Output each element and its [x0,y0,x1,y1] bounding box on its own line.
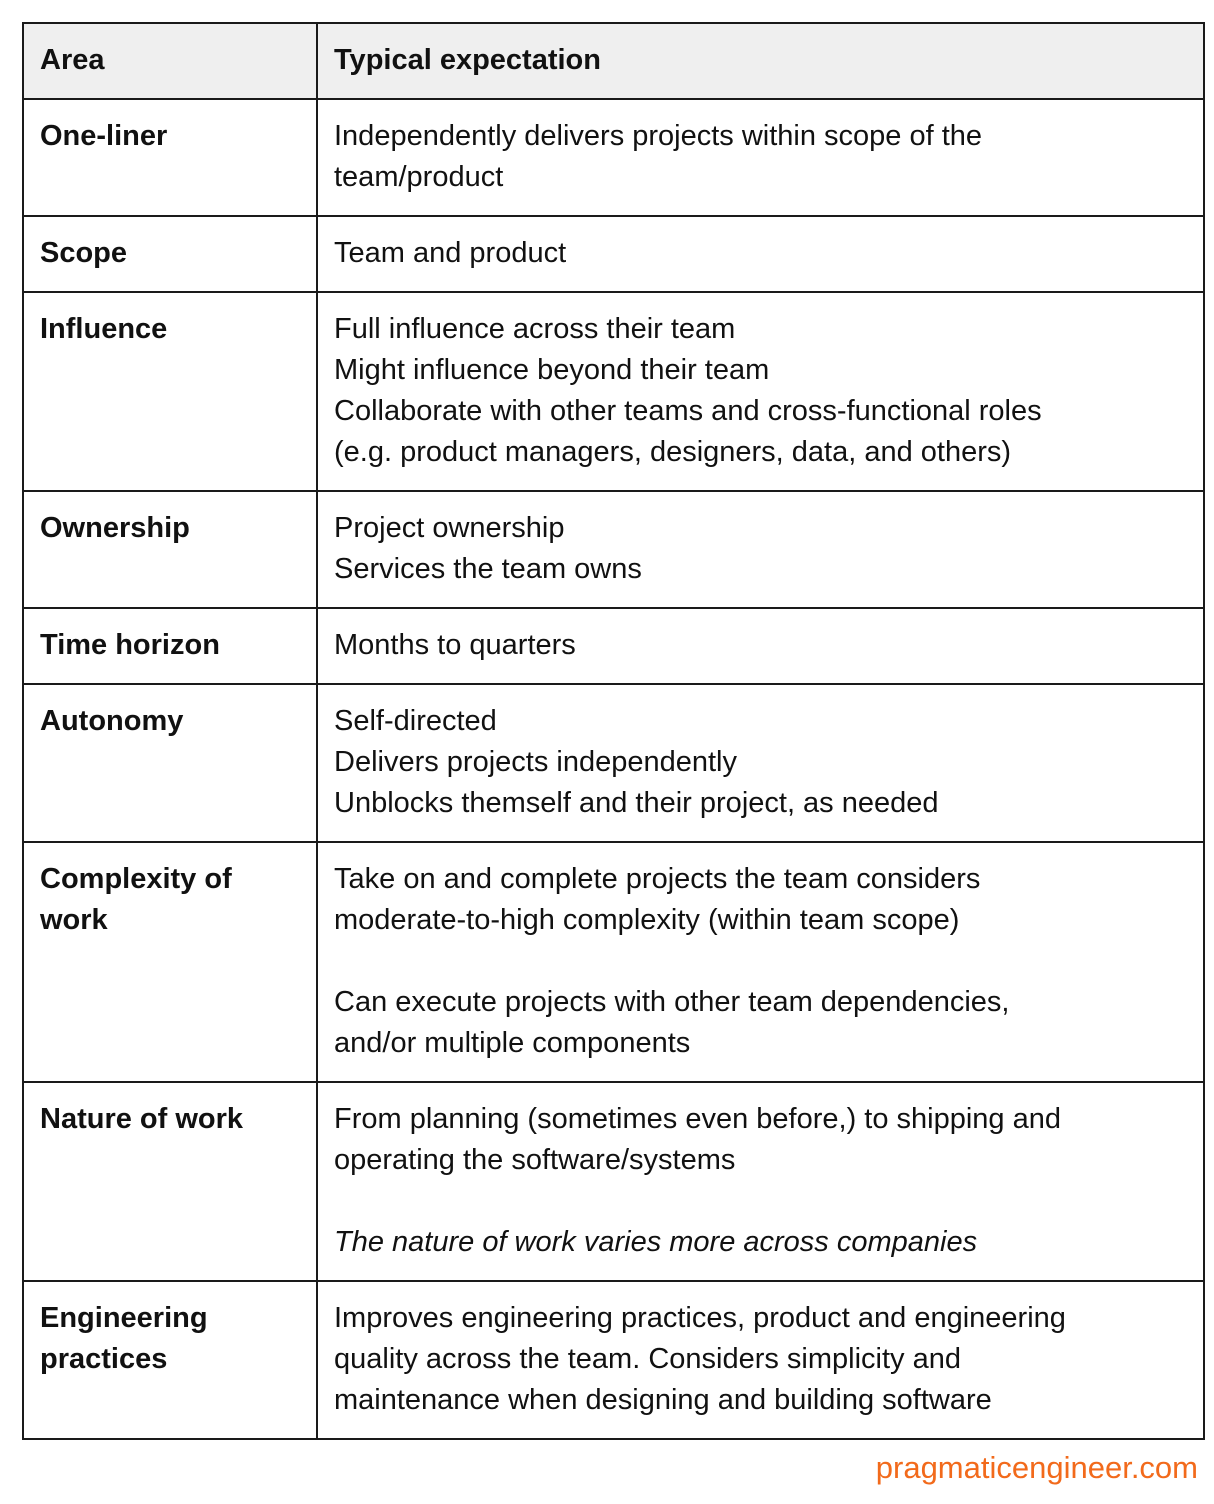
expectation-line: Independently delivers projects within scope of the [334,120,983,152]
expectation-line: maintenance when designing and building software [334,1384,992,1416]
expectation-line: Unblocks themself and their project, as needed [334,787,939,819]
table-row-nature-of-work [23,1082,1204,1281]
expectation-line: Take on and complete projects the team considers [334,863,981,895]
area-cell: Engineering practices [23,1281,317,1439]
expectations-table-container [22,22,1203,1440]
area-cell: Influence [23,292,317,491]
table-row-scope [23,216,1204,292]
expectation-line: operating the software/systems [334,1144,736,1176]
area-cell: Scope [23,216,317,292]
expectation-cell [317,216,1204,292]
expectation-cell [317,491,1204,608]
expectation-cell [317,1281,1204,1439]
expectation-line: Can execute projects with other team dependencies, [334,986,1010,1018]
table-row-one-liner [23,99,1204,216]
expectation-line: moderate-to-high complexity (within team scope) [334,904,960,936]
expectation-line: Team and product [334,237,567,269]
table-row-engineering-practices [23,1281,1204,1439]
expectation-line: quality across the team. Considers simplicity and [334,1343,961,1375]
table-row-influence [23,292,1204,491]
expectation-line: (e.g. product managers, designers, data, and others) [334,436,1012,468]
area-cell: Complexity of work [23,842,317,1082]
table-row-complexity-of-work [23,842,1204,1082]
blank-line [334,1181,1187,1222]
table-row-time-horizon [23,608,1204,684]
expectation-line: Collaborate with other teams and cross-functional roles [334,395,1042,427]
area-cell: Time horizon [23,608,317,684]
table-row-autonomy [23,684,1204,842]
area-cell: Ownership [23,491,317,608]
source-watermark: pragmaticengineer.com [875,1450,1198,1485]
table-header-row [23,23,1204,99]
expectation-cell [317,608,1204,684]
expectation-line: Project ownership [334,512,565,544]
expectation-line: Delivers projects independently [334,746,737,778]
table-row-ownership [23,491,1204,608]
header-area: Area [23,23,317,99]
expectation-line: Improves engineering practices, product and engineering [334,1302,1066,1334]
expectation-line: Self-directed [334,705,497,737]
expectation-note-italic: The nature of work varies more across companies [334,1226,978,1258]
expectation-line: Full influence across their team [334,313,736,345]
expectation-cell [317,684,1204,842]
header-typical-expectation: Typical expectation [317,23,1204,99]
expectation-line: team/product [334,161,504,193]
area-cell: One-liner [23,99,317,216]
expectation-cell [317,99,1204,216]
expectation-cell [317,842,1204,1082]
area-cell: Nature of work [23,1082,317,1281]
expectation-line: Might influence beyond their team [334,354,770,386]
expectation-line: Services the team owns [334,553,642,585]
expectations-table [22,22,1205,1440]
expectation-line: Months to quarters [334,629,576,661]
expectation-line: From planning (sometimes even before,) to shipping and [334,1103,1061,1135]
expectation-cell [317,1082,1204,1281]
expectation-cell [317,292,1204,491]
expectation-line: and/or multiple components [334,1027,691,1059]
blank-line [334,941,1187,982]
area-cell: Autonomy [23,684,317,842]
